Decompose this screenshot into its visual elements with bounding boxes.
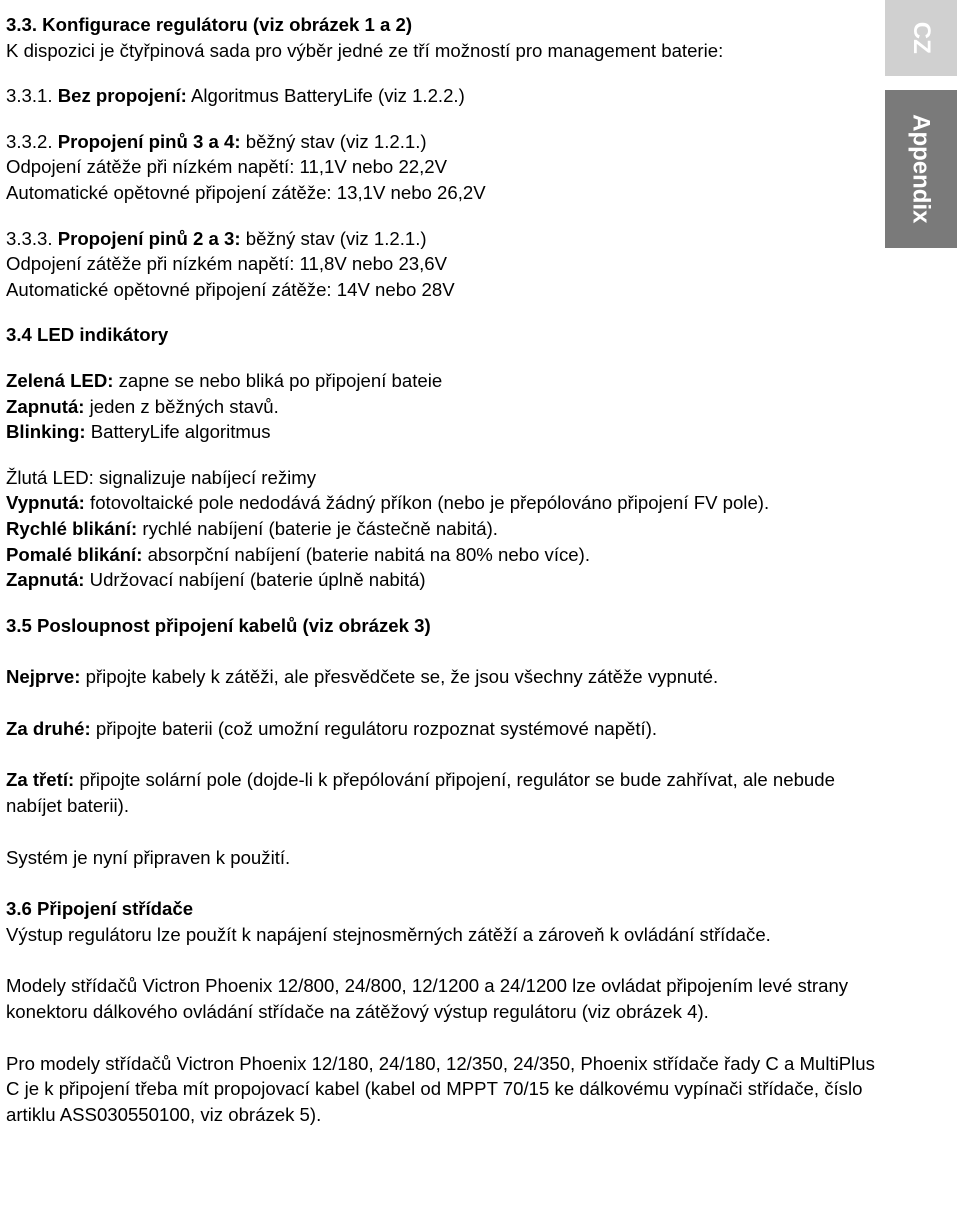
step-second — [6, 716, 886, 742]
term: Rychlé blikání: — [6, 517, 138, 539]
description: zapne se nebo bliká po připojení bateie — [113, 369, 443, 391]
appendix-tab-label: Appendix — [907, 114, 935, 224]
option-3-3-2 — [6, 129, 886, 155]
description: absorpční nabíjení (baterie nabitá na 80% nebo více). — [142, 543, 590, 565]
option-label: Bez propojení: — [57, 85, 187, 107]
option-number: 3.3.2. — [6, 130, 58, 152]
step-third — [6, 767, 886, 818]
term: Za třetí: — [6, 769, 75, 791]
description: fotovoltaické pole nedodává žádný příkon (nebo je přepólováno připojení FV pole). — [84, 492, 770, 514]
inverter-paragraph-1: Výstup regulátoru lze použít k napájení stejnosměrných zátěží a zároveň k ovládání střídače. — [6, 923, 771, 945]
green-led-line — [6, 368, 886, 394]
term: Za druhé: — [6, 717, 91, 739]
description: BatteryLife algoritmus — [85, 421, 271, 443]
option-text: běžný stav (viz 1.2.1.) — [240, 130, 427, 152]
green-led-blinking-line — [6, 419, 886, 445]
option-text: běžný stav (viz 1.2.1.) — [240, 227, 427, 249]
step-first — [6, 664, 886, 690]
term: Pomalé blikání: — [6, 543, 143, 565]
term: Blinking: — [6, 421, 86, 443]
inverter-paragraph-3: Pro modely střídačů Victron Phoenix 12/180, 24/180, 12/350, 24/350, Phoenix střídače řady C a MultiPlus C je k připojení třeba mít propojovací kabel (kabel od MPPT 70/15 ke dálkovému vypínači střídače, číslo artiklu ASS030550100, viz obrázek 5). — [6, 1052, 875, 1125]
language-tab — [885, 0, 957, 76]
term: Nejprve: — [6, 666, 81, 688]
section-3-5-heading: 3.5 Posloupnost připojení kabelů (viz obrázek 3) — [6, 614, 431, 636]
term: Zapnutá: — [6, 569, 85, 591]
option-3-3-2-reconnect: Automatické opětovné připojení zátěže: 13,1V nebo 26,2V — [6, 181, 486, 203]
term: Zapnutá: — [6, 395, 85, 417]
option-label: Propojení pinů 2 a 3: — [57, 227, 241, 249]
option-text: Algoritmus BatteryLife (viz 1.2.2.) — [186, 85, 465, 107]
document-page — [6, 12, 886, 1127]
yellow-led-slow-line — [6, 542, 886, 568]
option-number: 3.3.1. — [6, 85, 58, 107]
description: připojte baterii (což umožní regulátoru rozpoznat systémové napětí). — [90, 717, 658, 739]
option-label: Propojení pinů 3 a 4: — [57, 130, 241, 152]
section-3-6-heading: 3.6 Připojení střídače — [6, 898, 194, 920]
option-3-3-3-disconnect: Odpojení zátěže při nízkém napětí: 11,8V nebo 23,6V — [6, 253, 448, 275]
description: rychlé nabíjení (baterie je částečně nabitá). — [137, 517, 498, 539]
section-3-4-heading: 3.4 LED indikátory — [6, 324, 169, 346]
description: připojte kabely k zátěži, ale přesvědčete se, že jsou všechny zátěže vypnuté. — [80, 666, 719, 688]
option-3-3-3 — [6, 226, 886, 252]
option-number: 3.3.3. — [6, 227, 58, 249]
option-3-3-2-disconnect: Odpojení zátěže při nízkém napětí: 11,1V nebo 22,2V — [6, 156, 448, 178]
yellow-led-intro: Žlutá LED: signalizuje nabíjecí režimy — [6, 466, 317, 488]
description: jeden z běžných stavů. — [84, 395, 279, 417]
option-3-3-1 — [6, 83, 886, 109]
section-3-3-heading: 3.3. Konfigurace regulátoru (viz obrázek 1 a 2) — [6, 14, 413, 35]
yellow-led-off-line — [6, 490, 886, 516]
section-3-3-intro: K dispozici je čtyřpinová sada pro výběr jedné ze tří možností pro management baterie: — [6, 39, 724, 61]
language-tab-label: CZ — [907, 22, 935, 54]
description: Udržovací nabíjení (baterie úplně nabitá) — [84, 569, 426, 591]
description: připojte solární pole (dojde-li k přepólování připojení, regulátor se bude zahřívat, ale nebude nabíjet baterii). — [6, 769, 835, 817]
term: Vypnutá: — [6, 492, 85, 514]
green-led-on-line — [6, 394, 886, 420]
yellow-led-fast-line — [6, 516, 886, 542]
term: Zelená LED: — [6, 369, 114, 391]
system-ready-text: Systém je nyní připraven k použití. — [6, 846, 291, 868]
yellow-led-on-line — [6, 567, 886, 593]
inverter-paragraph-2: Modely střídačů Victron Phoenix 12/800, 24/800, 12/1200 a 24/1200 lze ovládat připojením levé strany konektoru dálkového ovládání střídače na zátěžový výstup regulátoru (viz obrázek 4). — [6, 975, 849, 1023]
option-3-3-3-reconnect: Automatické opětovné připojení zátěže: 14V nebo 28V — [6, 278, 455, 300]
appendix-tab — [885, 90, 957, 248]
